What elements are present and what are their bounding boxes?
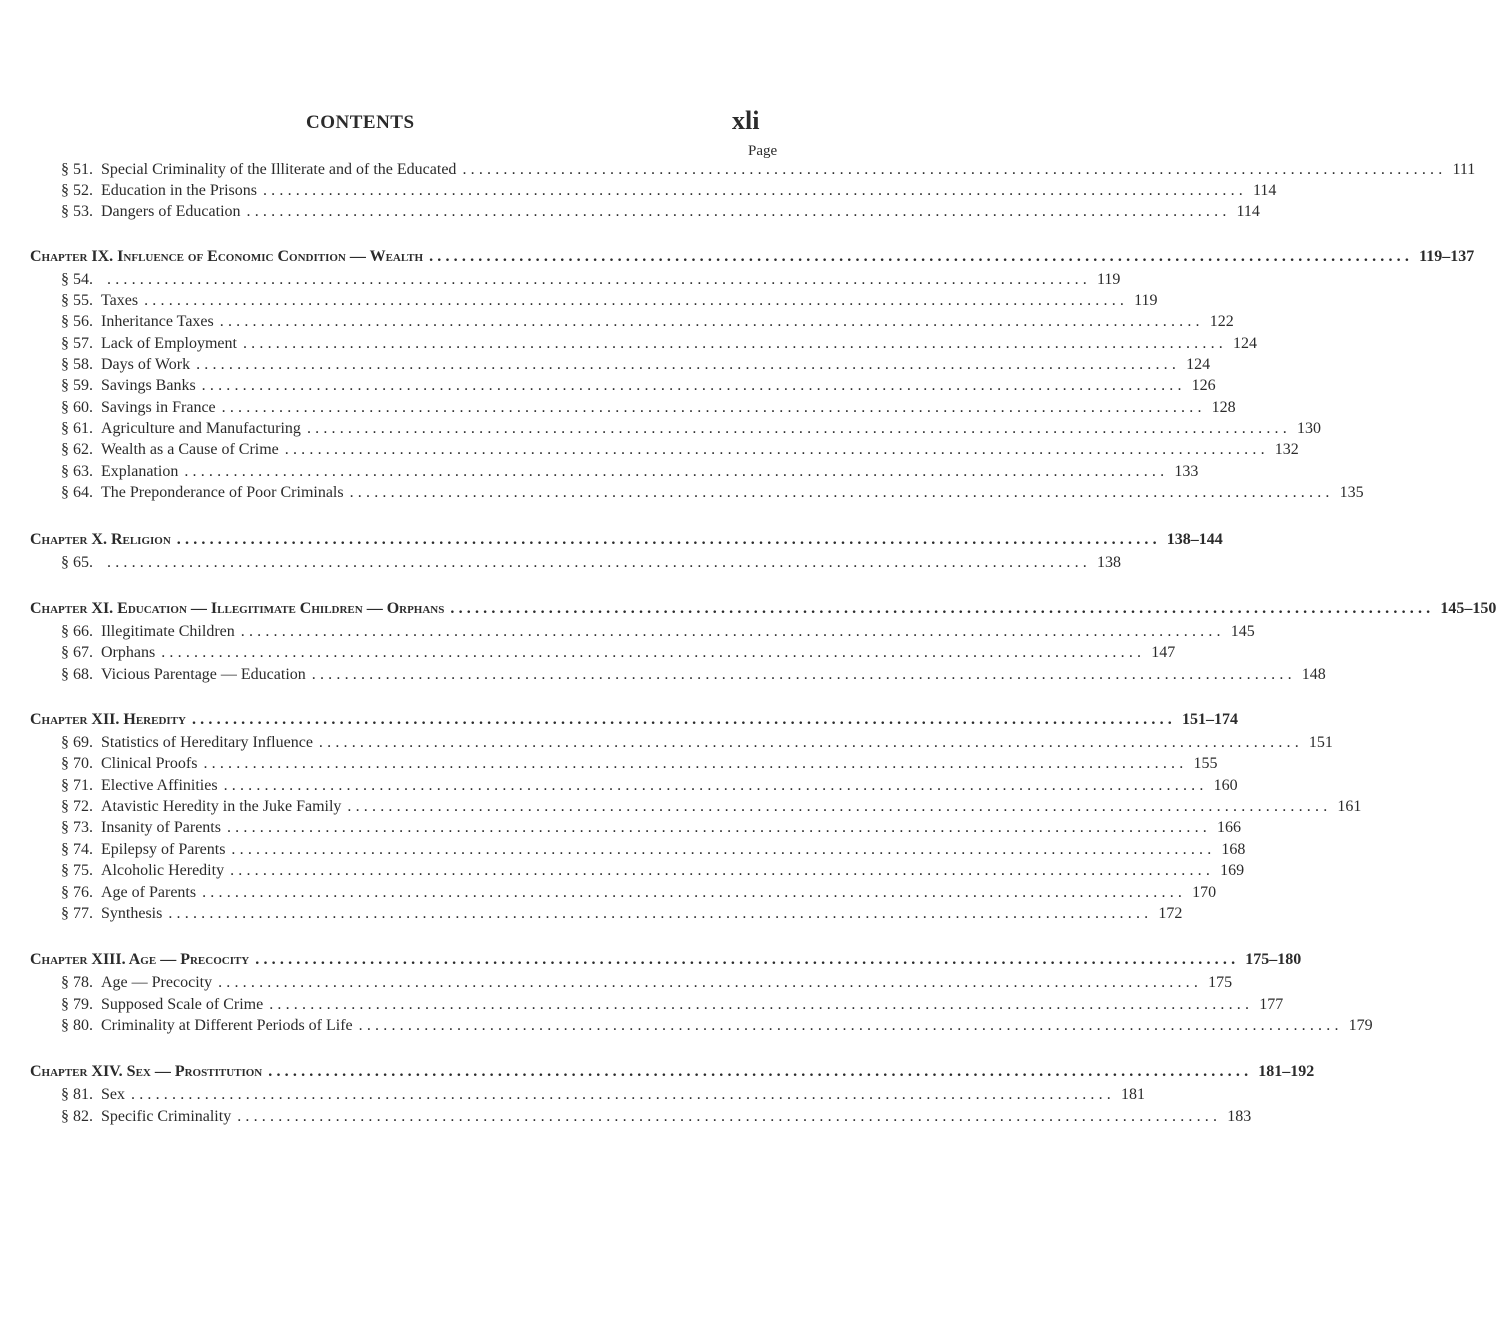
chapter-title: Chapter XIII. Age — Precocity: [30, 951, 250, 968]
dot-leader: ........................................................................................................................: [107, 271, 1091, 288]
toc-section-row: [61, 270, 1121, 290]
section-number: § 57.: [61, 335, 93, 352]
toc-section-row: [61, 553, 1121, 573]
dot-leader: ........................................................................................................................: [202, 884, 1187, 901]
page-reference: 128: [1211, 399, 1236, 416]
page-reference: 151–174: [1181, 711, 1238, 728]
section-number: § 53.: [61, 203, 93, 220]
dot-leader: ........................................................................................................................: [221, 399, 1206, 416]
section-title: Savings in France: [101, 399, 216, 416]
section-title: Clinical Proofs: [101, 755, 198, 772]
section-title: Vicious Parentage — Education: [101, 666, 306, 683]
toc-section-row: [61, 1085, 1145, 1105]
page-reference: 177: [1259, 996, 1284, 1013]
page-reference: 145–150: [1440, 600, 1496, 617]
section-number: § 58.: [61, 356, 93, 373]
toc-chapter-row: [30, 599, 1496, 619]
section-number: § 62.: [61, 441, 93, 458]
toc-section-row: [61, 462, 1199, 482]
page-reference: 183: [1227, 1108, 1252, 1125]
section-number: § 77.: [61, 905, 93, 922]
page-reference: 168: [1221, 841, 1246, 858]
page-reference: 114: [1252, 182, 1277, 199]
section-title: Days of Work: [101, 356, 191, 373]
section-number: § 72.: [61, 798, 93, 815]
section-title: Alcoholic Heredity: [101, 862, 225, 879]
page-column-label: Page: [748, 143, 778, 159]
section-title: Criminality at Different Periods of Life: [101, 1017, 353, 1034]
dot-leader: ........................................................................................................................: [462, 161, 1447, 178]
page-reference: 119: [1097, 271, 1121, 288]
dot-leader: ........................................................................................................................: [358, 1017, 1343, 1034]
toc-section-row: [61, 883, 1217, 903]
section-number: § 74.: [61, 841, 93, 858]
section-number: § 70.: [61, 755, 93, 772]
dot-leader: ........................................................................................................................: [196, 356, 1181, 373]
page-reference: 111: [1452, 161, 1476, 178]
toc-chapter-row: [30, 247, 1475, 267]
dot-leader: ........................................................................................................................: [184, 463, 1169, 480]
chapter-title: Chapter XI. Education — Illegitimate Children — Orphans: [30, 600, 445, 617]
section-number: § 82.: [61, 1108, 93, 1125]
page-title: CONTENTS: [306, 112, 415, 133]
section-title: Age — Precocity: [101, 974, 213, 991]
section-number: § 67.: [61, 644, 93, 661]
dot-leader: ........................................................................................................................: [161, 644, 1146, 661]
toc-section-row: [61, 776, 1238, 796]
dot-leader: ........................................................................................................................: [269, 996, 1254, 1013]
page-number: xli: [732, 106, 760, 135]
section-title: Statistics of Hereditary Influence: [101, 734, 313, 751]
dot-leader: ........................................................................................................................: [191, 711, 1176, 728]
toc-section-row: [61, 1016, 1373, 1036]
section-title: Orphans: [101, 644, 156, 661]
dot-leader: ........................................................................................................................: [176, 531, 1161, 548]
toc-section-row: [61, 904, 1183, 924]
dot-leader: ........................................................................................................................: [318, 734, 1303, 751]
dot-leader: ........................................................................................................................: [201, 377, 1186, 394]
section-title: Epilepsy of Parents: [101, 841, 226, 858]
page-reference: 130: [1296, 420, 1321, 437]
chapter-title: Chapter X. Religion: [30, 531, 171, 548]
section-title: Insanity of Parents: [101, 819, 221, 836]
section-number: § 51.: [61, 161, 93, 178]
dot-leader: ........................................................................................................................: [107, 554, 1091, 571]
section-title: Inheritance Taxes: [101, 313, 214, 330]
dot-leader: ........................................................................................................................: [230, 862, 1215, 879]
section-number: § 76.: [61, 884, 93, 901]
section-number: § 81.: [61, 1086, 93, 1103]
toc-section-row: [61, 973, 1233, 993]
page-reference: 155: [1193, 755, 1218, 772]
chapter-title: Chapter IX. Influence of Economic Condition — Wealth: [30, 248, 424, 265]
section-title: Agriculture and Manufacturing: [101, 420, 301, 437]
page-reference: 169: [1220, 862, 1245, 879]
section-title: Education in the Prisons: [101, 182, 257, 199]
section-number: § 65.: [61, 554, 93, 571]
section-number: § 68.: [61, 666, 93, 683]
toc-section-row: [61, 754, 1218, 774]
dot-leader: ........................................................................................................................: [223, 777, 1208, 794]
section-number: § 59.: [61, 377, 93, 394]
dot-leader: ........................................................................................................................: [311, 666, 1296, 683]
running-header: [0, 104, 801, 138]
dot-leader: ........................................................................................................................: [203, 755, 1188, 772]
page-reference: 119: [1134, 292, 1158, 309]
toc-section-row: [61, 733, 1333, 753]
dot-leader: ........................................................................................................................: [240, 623, 1225, 640]
section-title: Elective Affinities: [101, 777, 218, 794]
section-number: § 64.: [61, 484, 93, 501]
section-title: Synthesis: [101, 905, 163, 922]
dot-leader: ........................................................................................................................: [131, 1086, 1115, 1103]
dot-leader: ........................................................................................................................: [246, 203, 1231, 220]
page-reference: 119–137: [1419, 248, 1475, 265]
page-reference: 179: [1348, 1017, 1373, 1034]
dot-leader: ........................................................................................................................: [237, 1108, 1222, 1125]
section-number: § 80.: [61, 1017, 93, 1034]
page-reference: 114: [1236, 203, 1260, 220]
toc-section-row: [61, 643, 1176, 663]
section-title: Dangers of Education: [101, 203, 241, 220]
page-reference: 175–180: [1245, 951, 1302, 968]
toc-section-row: [61, 440, 1299, 460]
dot-leader: ........................................................................................................................: [144, 292, 1129, 309]
section-number: § 52.: [61, 182, 93, 199]
toc-section-row: [61, 398, 1236, 418]
section-title: Special Criminality of the Illiterate and of the Educated: [101, 161, 457, 178]
toc-section-row: [61, 291, 1158, 311]
page-reference: 126: [1191, 377, 1216, 394]
toc-section-row: [61, 861, 1245, 881]
dot-leader: ........................................................................................................................: [226, 819, 1211, 836]
toc-chapter-row: [30, 710, 1238, 730]
page-reference: 135: [1339, 484, 1364, 501]
section-number: § 73.: [61, 819, 93, 836]
section-number: § 71.: [61, 777, 93, 794]
page-reference: 175: [1208, 974, 1233, 991]
page-reference: 161: [1337, 798, 1362, 815]
dot-leader: ........................................................................................................................: [284, 441, 1269, 458]
toc-chapter-row: [30, 950, 1302, 970]
page-reference: 181: [1121, 1086, 1145, 1103]
section-title: Explanation: [101, 463, 179, 480]
toc-section-row: [61, 202, 1260, 222]
section-number: § 61.: [61, 420, 93, 437]
toc-section-row: [61, 160, 1476, 180]
toc-section-row: [61, 419, 1321, 439]
dot-leader: ........................................................................................................................: [268, 1063, 1253, 1080]
page-reference: 138–144: [1166, 531, 1223, 548]
dot-leader: ........................................................................................................................: [262, 182, 1247, 199]
section-title: Supposed Scale of Crime: [101, 996, 264, 1013]
section-title: Lack of Employment: [101, 335, 237, 352]
section-title: Age of Parents: [101, 884, 197, 901]
page-reference: 170: [1192, 884, 1217, 901]
page-reference: 124: [1186, 356, 1211, 373]
page-reference: 147: [1151, 644, 1176, 661]
page-reference: 148: [1301, 666, 1326, 683]
section-title: Taxes: [101, 292, 139, 309]
toc-section-row: [61, 995, 1284, 1015]
page-reference: 138: [1097, 554, 1121, 571]
toc-section-row: [61, 840, 1246, 860]
dot-leader: ........................................................................................................................: [429, 248, 1414, 265]
toc-section-row: [61, 483, 1364, 503]
section-number: § 60.: [61, 399, 93, 416]
page-reference: 151: [1308, 734, 1333, 751]
toc-section-row: [61, 1107, 1252, 1127]
section-number: § 55.: [61, 292, 93, 309]
toc-chapter-row: [30, 530, 1223, 550]
section-number: § 75.: [61, 862, 93, 879]
toc-section-row: [61, 376, 1216, 396]
toc-section-row: [61, 355, 1211, 375]
section-number: § 63.: [61, 463, 93, 480]
page-reference: 160: [1213, 777, 1238, 794]
section-title: Specific Criminality: [101, 1108, 232, 1125]
dot-leader: ........................................................................................................................: [347, 798, 1332, 815]
section-number: § 66.: [61, 623, 93, 640]
toc-section-row: [61, 797, 1362, 817]
dot-leader: ........................................................................................................................: [306, 420, 1291, 437]
page-reference: 166: [1216, 819, 1241, 836]
section-number: § 78.: [61, 974, 93, 991]
dot-leader: ........................................................................................................................: [218, 974, 1203, 991]
page-reference: 133: [1174, 463, 1199, 480]
page-reference: 145: [1230, 623, 1255, 640]
page-reference: 172: [1158, 905, 1183, 922]
dot-leader: ........................................................................................................................: [242, 335, 1227, 352]
toc-section-row: [61, 665, 1326, 685]
section-title: Illegitimate Children: [101, 623, 235, 640]
page-reference: 132: [1274, 441, 1299, 458]
section-number: § 54.: [61, 271, 93, 288]
toc-section-row: [61, 622, 1255, 642]
dot-leader: ........................................................................................................................: [231, 841, 1216, 858]
page-reference: 124: [1232, 335, 1257, 352]
section-title: The Preponderance of Poor Criminals: [101, 484, 344, 501]
chapter-title: Chapter XIV. Sex — Prostitution: [30, 1063, 263, 1080]
section-number: § 56.: [61, 313, 93, 330]
toc-section-row: [61, 818, 1241, 838]
toc-chapter-row: [30, 1062, 1315, 1082]
section-title: Sex: [101, 1086, 125, 1103]
dot-leader: ........................................................................................................................: [450, 600, 1435, 617]
toc-section-row: [61, 334, 1257, 354]
page-reference: 122: [1209, 313, 1234, 330]
section-number: § 69.: [61, 734, 93, 751]
section-title: Wealth as a Cause of Crime: [101, 441, 279, 458]
dot-leader: ........................................................................................................................: [255, 951, 1240, 968]
toc-section-row: [61, 181, 1277, 201]
section-number: § 79.: [61, 996, 93, 1013]
chapter-title: Chapter XII. Heredity: [30, 711, 186, 728]
dot-leader: ........................................................................................................................: [219, 313, 1204, 330]
section-title: Savings Banks: [101, 377, 196, 394]
toc-section-row: [61, 312, 1234, 332]
dot-leader: ........................................................................................................................: [349, 484, 1334, 501]
page-reference: 181–192: [1258, 1063, 1315, 1080]
dot-leader: ........................................................................................................................: [168, 905, 1153, 922]
section-title: Atavistic Heredity in the Juke Family: [101, 798, 342, 815]
